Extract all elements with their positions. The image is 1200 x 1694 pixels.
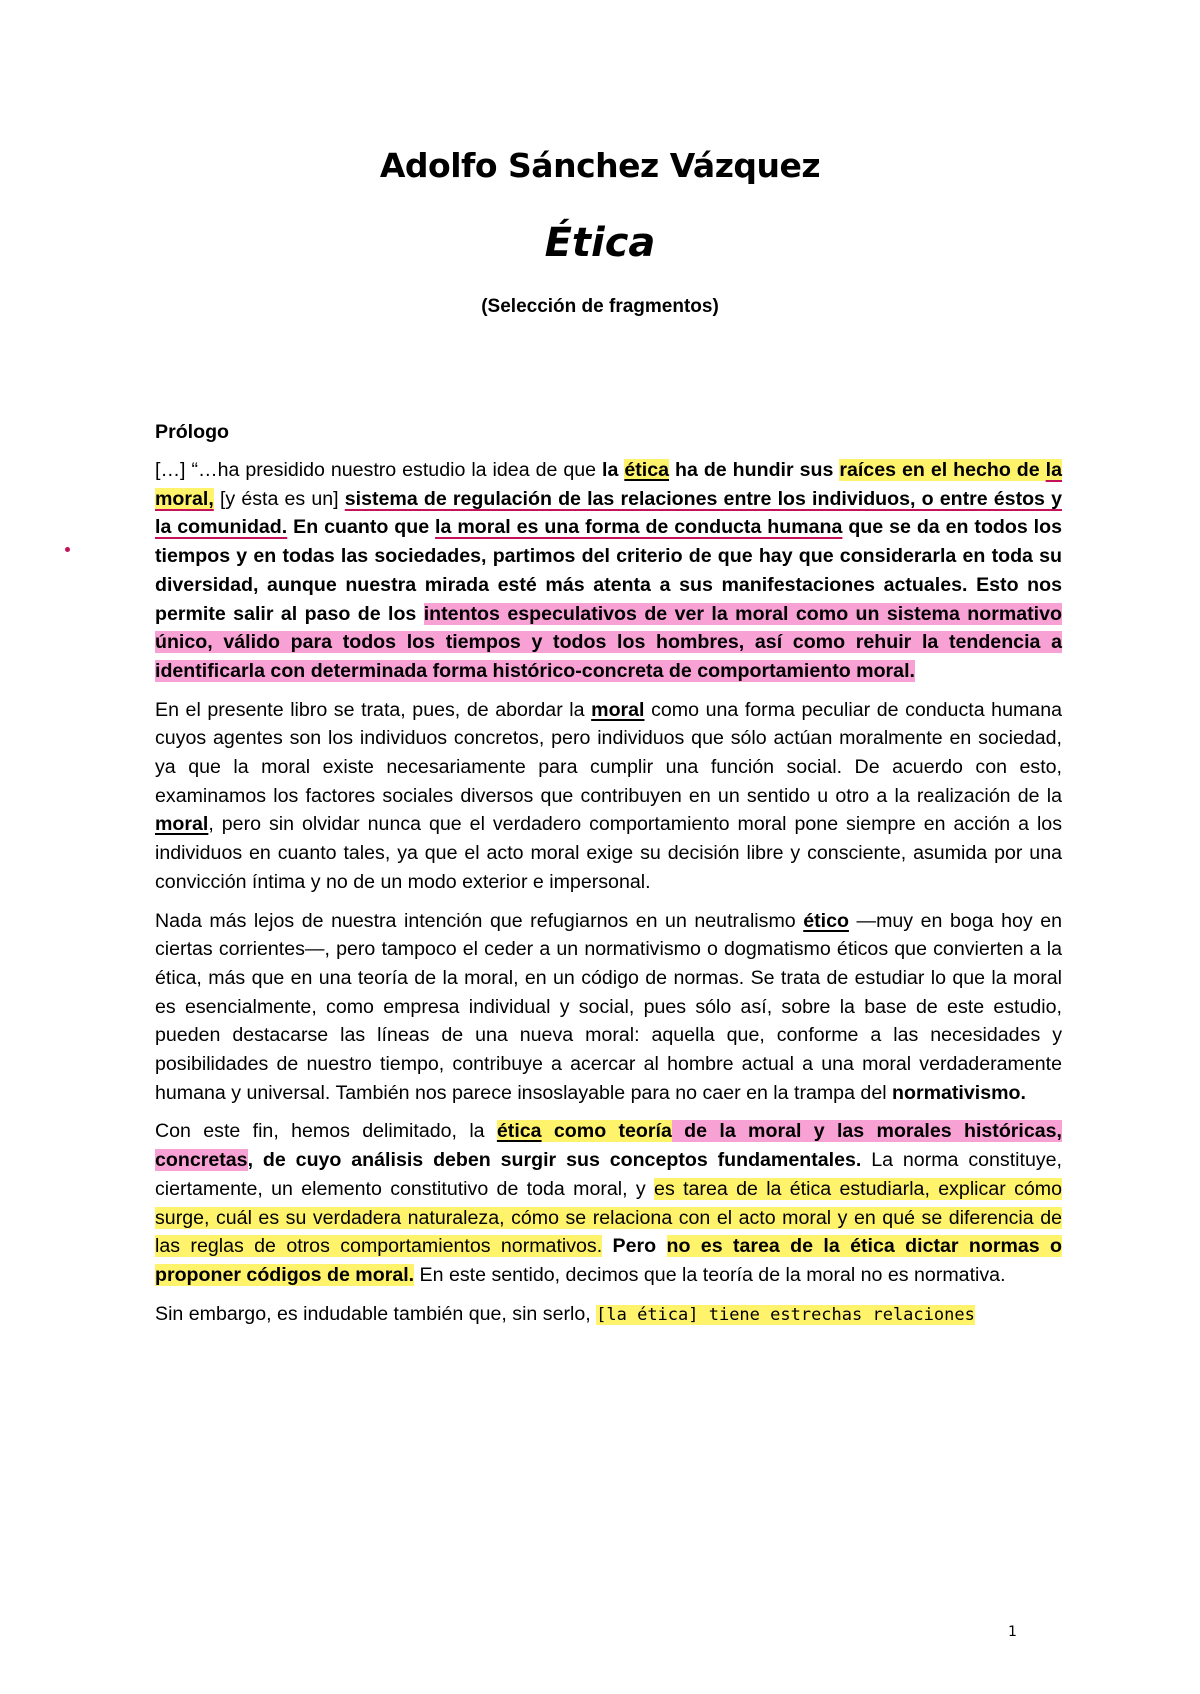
p4-text-5: , de cuyo análisis deben surgir sus conceptos fundamentales. [247,1149,862,1172]
p4-text-10: En este sentido, decimos que la teoría de la moral no es normativa. [414,1263,1006,1286]
p1-highlight-intentos: intentos especulativos de ver la moral como un sistema normativo único, válido para todos los tiempos y todos los hombres, así como rehuir la tendencia a identificarla con determinada forma histórico-concreta de comportamiento moral. [155,602,1062,682]
p1-text-9: En cuanto que [287,516,436,539]
p1-text-1: […] “…ha presidido nuestro estudio la idea de que [155,459,603,481]
document-subtitle: (Selección de fragmentos) [481,296,719,317]
book-title: Ética [544,220,656,266]
p4-text-6: La norma constituye, ciertamente, un elemento constitutivo de toda moral, y [155,1149,1062,1200]
p1-text-4: ha de hundir sus [669,459,840,481]
paragraph-1 [155,456,1062,686]
paragraph-3 [155,907,1062,1108]
p2-text-3: como una forma peculiar de conducta humana cuyos agentes son los individuos concretos, pero individuos que sólo actúan moralmente en sociedad, ya que la moral existe necesariamente para cumplir una función social. De acuerdo con esto, examinamos los factores sociales diversos que contribuyen en un sentido u otro a la realización de la [155,698,1062,807]
paragraph-5 [155,1300,1062,1330]
p4-highlight-es-tarea: es tarea de la ética estudiarla, explicar cómo surge, cuál es su verdadera naturaleza, cómo se relaciona con el acto moral y en qué se diferencia de las reglas de otros comportamientos normativos. [155,1177,1062,1258]
p1-underline-sistema: sistema de regulación de las relaciones entre los individuos, o entre éstos y la comunidad. [155,487,1062,539]
page-number: 1 [1008,1624,1017,1640]
p3-underline-etico: ético [803,909,849,932]
p4-highlight-morales-historicas: de la moral y las morales históricas, concretas [155,1120,1063,1172]
p1-text-11: que se da en todos los tiempos y en todas las sociedades, partimos del criterio de que hay que considerarla en toda su diversidad, aunque nuestra mirada esté más atenta a sus manifestaciones actuales. Esto nos permite salir al paso de los [155,516,1062,625]
p1-text-7: [y ésta es un] [213,487,345,510]
p4-highlight-etica: ética [496,1120,542,1143]
p4-text-8: Pero [602,1235,667,1258]
p1-text-2: la [602,459,625,481]
p1-highlight-raices: raíces en el hecho de [839,459,1046,481]
p5-text-1: Sin embargo, es indudable también que, sin serlo, [155,1302,597,1325]
p3-text-3: —muy en boga hoy en ciertas corrientes—, pero tampoco el ceder a un normativismo o dogmatismo éticos que convierten a la ética, más que en una teoría de la moral, en un código de normas. Se trata de estudiar lo que la moral es esencialmente, como empresa individual y social, pues sólo así, sobre la base de este estudio, pueden destacarse las líneas de una nueva moral: aquella que, conforme a las necesidades y posibilidades de nuestro tiempo, contribuye a acercar al hombre actual a una moral verdaderamente humana y universal. También nos parece insoslayable para no caer en la trampa del [155,909,1062,1104]
p2-text-5: , pero sin olvidar nunca que el verdadero comportamiento moral pone siempre en acción a los individuos en cuanto tales, ya que el acto moral exige su decisión libre y consciente, asumida por una convicción íntima y no de un modo exterior e impersonal. [155,813,1062,893]
p3-text-1: Nada más lejos de nuestra intención que refugiarnos en un neutralismo [155,909,804,932]
p2-underline-moral-2: moral [155,813,209,836]
p4-highlight-como-teoria: como teoría [541,1120,672,1143]
p4-highlight-no-es-tarea: no es tarea de la ética dictar normas o proponer códigos de moral. [155,1235,1063,1286]
p1-underline-forma-conducta: la moral es una forma de conducta humana [435,516,843,539]
red-ink-dot [65,547,70,552]
document-body [155,418,1062,1339]
p2-underline-moral-1: moral [591,698,645,721]
section-heading-prologo: Prólogo [155,421,230,443]
p2-text-1: En el presente libro se trata, pues, de abordar la [155,698,592,721]
paragraph-2 [155,696,1062,897]
p1-highlight-la-moral: la moral, [155,459,1062,510]
p1-highlight-etica: ética [624,459,670,481]
p4-text-1: Con este fin, hemos delimitado, la [155,1120,497,1143]
p5-highlight-la-etica: [la ética] tiene estrechas relaciones [596,1304,975,1325]
author-name: Adolfo Sánchez Vázquez [379,146,821,185]
p3-bold-normativismo: normativismo. [892,1081,1026,1104]
paragraph-4 [155,1117,1062,1289]
